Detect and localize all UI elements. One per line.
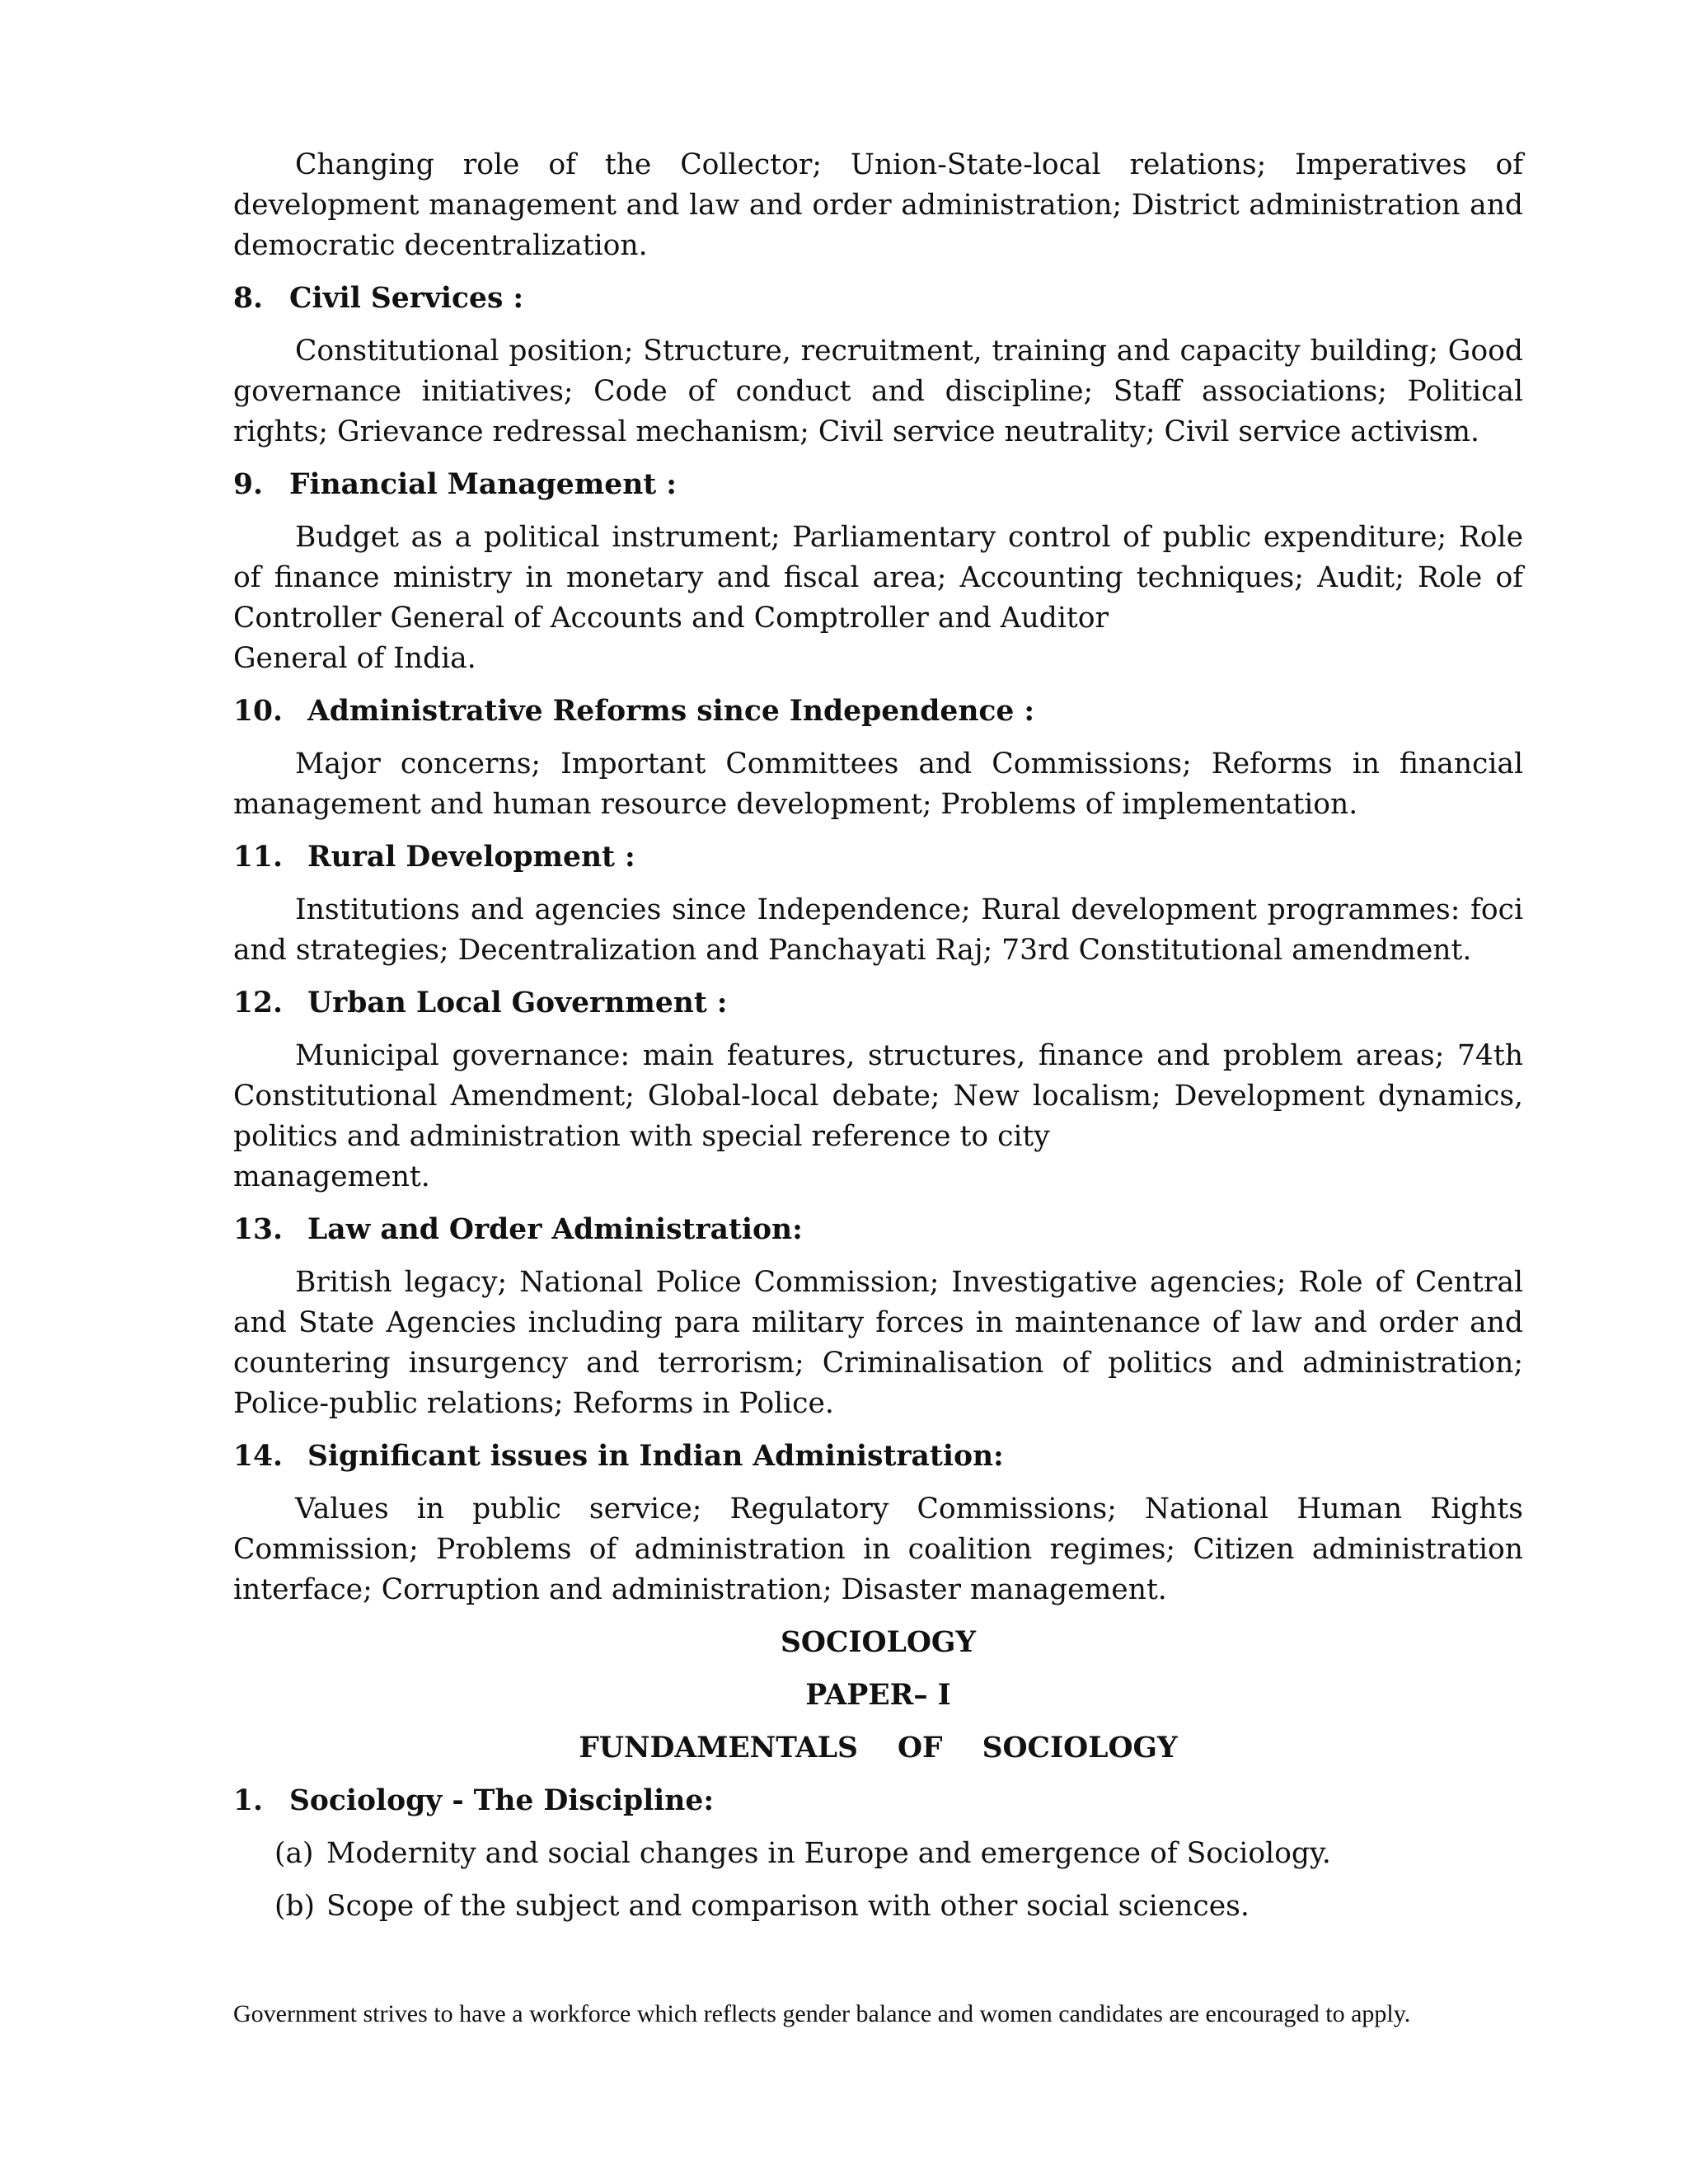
paragraph-rural-development: Institutions and agencies since Independence; Rural development programmes: foci and strategies; Decentralization and Panchayati Raj; 73rd Constitutional amendment. bbox=[233, 893, 1523, 967]
heading-title: Administrative Reforms since Independence : bbox=[307, 695, 1035, 728]
heading-title: Law and Order Administration: bbox=[307, 1213, 803, 1246]
paragraph-financial-management: Budget as a political instrument; Parliamentary control of public expenditure; Role of finance ministry in monetary and fiscal area; Accounting techniques; Audit; Role of Controller General of Accounts and Comptroller and Auditor bbox=[233, 521, 1523, 635]
page-footer-note: Government strives to have a workforce which reflects gender balance and women candidates are encouraged to apply. bbox=[233, 2000, 1411, 2027]
paragraph-financial-management-continued: General of India. bbox=[233, 642, 476, 675]
paragraph-civil-services: Constitutional position; Structure, recruitment, training and capacity building; Good governance initiatives; Code of conduct and discipline; Staff associations; Political rights; Grievance redressal mechanism; Civil service neutrality; Civil service activism. bbox=[233, 335, 1523, 448]
heading-urban-local-government bbox=[233, 983, 1523, 1024]
heading-number: 8. bbox=[233, 282, 264, 315]
paragraph-urban-local-government-continued: management. bbox=[233, 1160, 430, 1193]
heading-number: 12. bbox=[233, 987, 284, 1019]
heading-law-and-order bbox=[233, 1210, 1523, 1250]
section-subject-title: SOCIOLOGY bbox=[780, 1626, 977, 1659]
list-item-label: (a) bbox=[274, 1837, 314, 1870]
list-item-text: Modernity and social changes in Europe and emergence of Sociology. bbox=[326, 1837, 1331, 1870]
paragraph-administrative-reforms: Major concerns; Important Committees and Commissions; Reforms in financial management and human resource development; Problems of implementation. bbox=[233, 748, 1523, 821]
document-body bbox=[233, 145, 1523, 1939]
list-item bbox=[233, 1834, 1523, 1874]
heading-civil-services bbox=[233, 279, 1523, 319]
heading-administrative-reforms bbox=[233, 691, 1523, 732]
section-paper-title: PAPER– I bbox=[805, 1679, 951, 1712]
list-item-label: (b) bbox=[274, 1890, 316, 1923]
paragraph-significant-issues: Values in public service; Regulatory Commissions; National Human Rights Commission; Problems of administration in coalition regimes; Citizen administration interface; Corruption and administration; Disaster management. bbox=[233, 1493, 1523, 1606]
heading-title: Sociology - The Discipline: bbox=[289, 1784, 715, 1817]
section-paper-subtitle: FUNDAMENTALS OF SOCIOLOGY bbox=[579, 1732, 1178, 1765]
heading-number: 14. bbox=[233, 1440, 284, 1473]
heading-number: 13. bbox=[233, 1213, 284, 1246]
heading-title: Financial Management : bbox=[289, 468, 677, 501]
heading-title: Urban Local Government : bbox=[307, 987, 728, 1019]
list-item-text: Scope of the subject and comparison with other social sciences. bbox=[326, 1890, 1250, 1923]
heading-title: Significant issues in Indian Administration: bbox=[307, 1440, 1004, 1473]
paragraph-urban-local-government: Municipal governance: main features, structures, finance and problem areas; 74th Constitutional Amendment; Global-local debate; New localism; Development dynamics, politics and administration with special reference to city bbox=[233, 1039, 1523, 1153]
heading-rural-development bbox=[233, 837, 1523, 878]
heading-number: 11. bbox=[233, 841, 284, 874]
heading-financial-management bbox=[233, 465, 1523, 505]
heading-title: Rural Development : bbox=[307, 841, 635, 874]
heading-significant-issues bbox=[233, 1436, 1523, 1477]
heading-number: 9. bbox=[233, 468, 264, 501]
list-item bbox=[233, 1886, 1523, 1927]
heading-title: Civil Services : bbox=[289, 282, 524, 315]
heading-sociology-discipline bbox=[233, 1781, 1523, 1821]
heading-number: 1. bbox=[233, 1784, 264, 1817]
paragraph-district-administration: Changing role of the Collector; Union-State-local relations; Imperatives of development management and law and order administration; District administration and democratic decentralization. bbox=[233, 148, 1523, 262]
heading-number: 10. bbox=[233, 695, 284, 728]
paragraph-law-and-order: British legacy; National Police Commission; Investigative agencies; Role of Central and State Agencies including para military forces in maintenance of law and order and countering insurgency and terrorism; Criminalisation of politics and administration; Police-public relations; Reforms in Police. bbox=[233, 1266, 1523, 1420]
